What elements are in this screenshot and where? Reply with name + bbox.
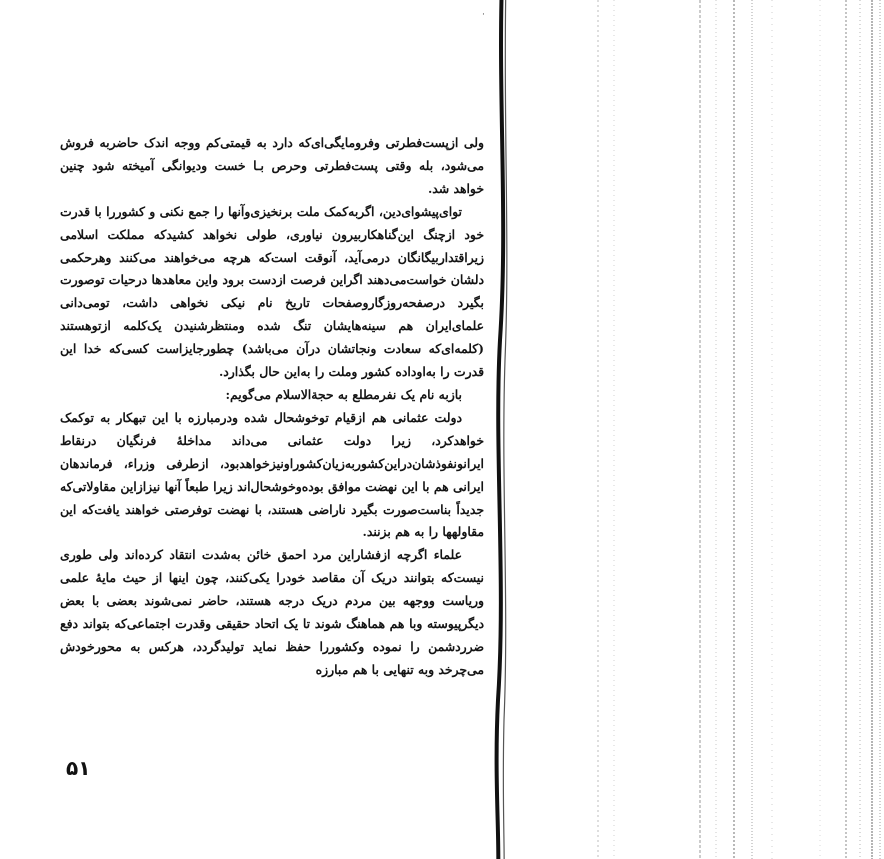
scan-margin-noise bbox=[520, 0, 884, 859]
paragraph-4: دولت عثمانی هم ازقیام توخوشحال شده ودرمبارزه با این تبهکار به توکمک خواهدکرد، زیرا دولت عثمانی می‌داند مداخلهٔ فرنگیان درنقاط ایرانونفوذشان‌دراین‌کشوربه‌زیان‌کشوراونیزخواهدبود، ازطرفی وزراء، فرماندهان ایرانی هم با این نهضت موافق بوده‌وخوشحال‌اند زیرا طبعاً آنها نیزازاین مقاولاتی‌که جدیداً بناست‌صورت بگیرد ناراضی هستند، با نهضت توفرصتی خواهند یافت‌که این مقاولهها را به هم بزنند. bbox=[60, 409, 484, 540]
paragraph-5: علماء اگرچه ازفشاراین مرد احمق خائن به‌شدت انتقاد کرده‌اند ولی طوری نیست‌که بتوانند دریک آن مقاصد خودرا یکی‌کنند، چون اینها از حیث مایهٔ علمی وریاست ووجهه بین مردم دریک درجه هستند، حاضر نمی‌شوند بعضی با بعض دیگرپیوسته وبا هم هماهنگ شوند تا یک اتحاد حقیقی وقدرت اجتماعی‌که بتواند دفع ضرردشمن را نموده وکشوررا حفظ نماید تولیدگردد، هرکس به محورخودش می‌چرخد وبه تنهایی با هم مبارزه bbox=[60, 547, 484, 677]
page-number: ۵۱ bbox=[66, 756, 91, 780]
paragraph-3: بازبه نام یک نفرمطلع به حجة‌الاسلام می‌گویم: bbox=[225, 386, 462, 402]
scan-speck: · bbox=[482, 10, 485, 20]
binding-edge bbox=[486, 0, 516, 859]
paragraph-1: ولی ازپست‌فطرتی وفرومایگی‌ای‌که دارد به قیمتی‌کم ووجه اندک حاضربه فروش می‌شود، بله وقتی پست‌فطرتی وحرص بـا خست ودیوانگی آمیخته شود چنین خواهد شد. bbox=[60, 135, 484, 196]
body-text bbox=[60, 132, 484, 682]
paragraph-2: توای‌پیشوای‌دین، اگربه‌کمک ملت برنخیزی‌وآنها را جمع نکنی و کشوررا با قدرت خود ازچنگ این‌گناهکاربیرون نیاوری، طولی نخواهد کشیدکه مملکت اسلامی زیراقتداربیگانگان درمی‌آید، آنوقت است‌که هرچه می‌خواهند می‌کنند وهرحکمی دلشان خواست‌می‌دهند اگراین فرصت ازدست برود واین معاهدها درحیات توصورت بگیرد درصفحه‌روزگاروصفحات تاریخ نام نیکی نخواهی داشت، تومی‌دانی علمای‌ایران هم سینه‌هایشان تنگ شده ومنتظرشنیدن یک‌کلمه ازتوهستند (کلمه‌ای‌که سعادت ونجاتشان درآن می‌باشد) چطورجایزاست کسی‌که خدا این قدرت را به‌اوداده کشور وملت را به‌این حال بگذارد. bbox=[60, 203, 484, 380]
